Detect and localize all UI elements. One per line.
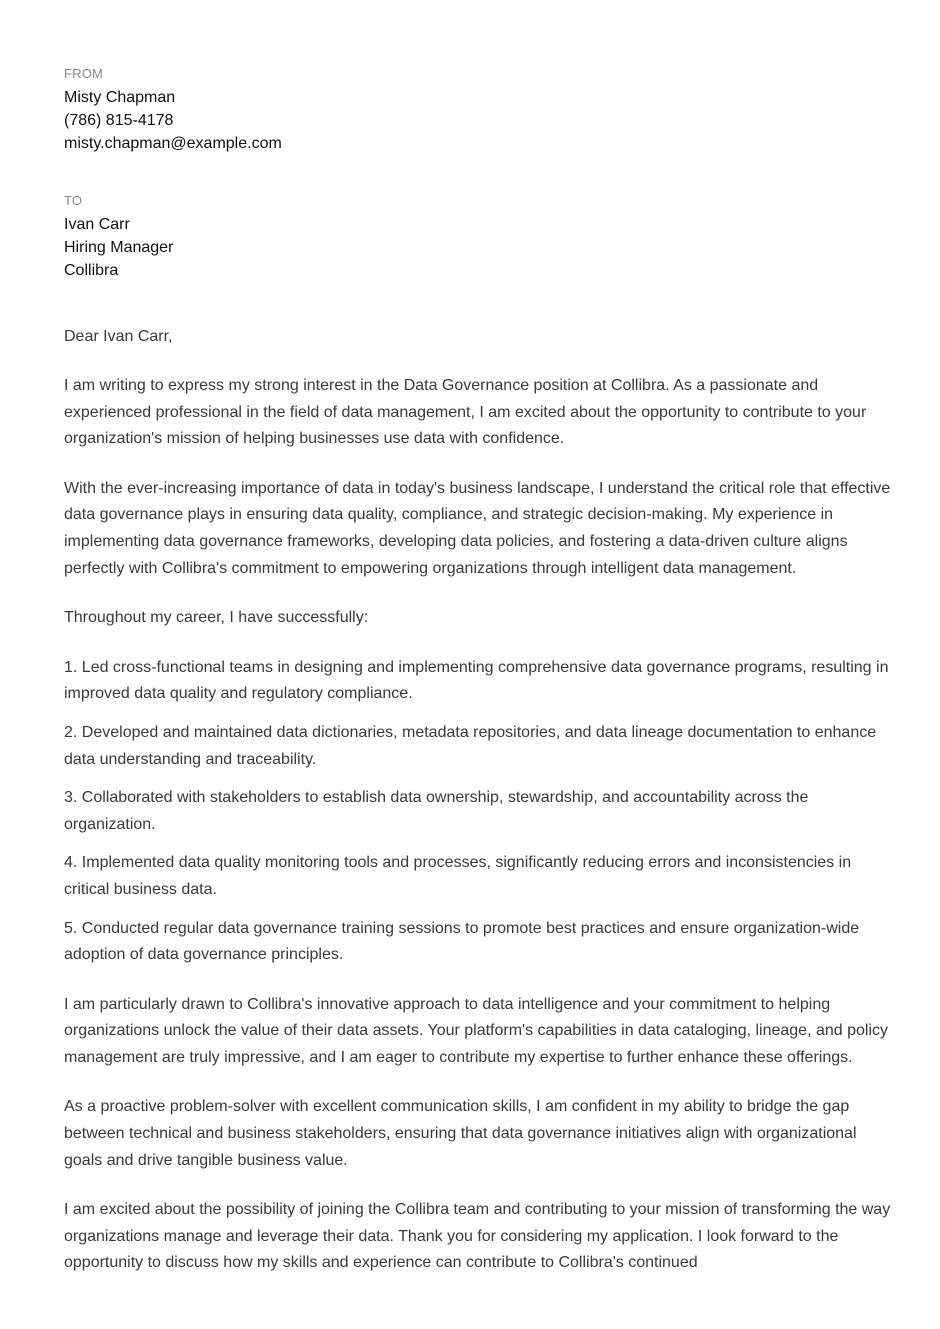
letter-paragraph: I am excited about the possibility of joining the Collibra team and contributing to your mission of transforming the way organizations manage and leverage their data. Thank you for considering my application. I look forward to the opportunity to discuss how my skills and experience can contribute to Collibra's continued (64, 1201, 891, 1272)
achievement-item: 4. Implemented data quality monitoring tools and processes, significantly reducing errors and inconsistencies in critical business data. (64, 854, 852, 898)
recipient-title: Hiring Manager (64, 239, 174, 256)
letter-paragraph: Throughout my career, I have successfully: (64, 609, 369, 627)
sender-email: misty.chapman@example.com (64, 135, 282, 152)
achievement-item: 2. Developed and maintained data dictionaries, metadata repositories, and data lineage documentation to enhance data understanding and traceability. (64, 723, 877, 768)
sender-label: FROM (64, 66, 104, 81)
achievement-item: 5. Conducted regular data governance training sessions to promote best practices and ensure organization-wide adoption of data governance principles. (64, 919, 860, 964)
letter-greeting: Dear Ivan Carr, (64, 328, 173, 345)
sender-block (64, 66, 894, 155)
letter-paragraph: I am particularly drawn to Collibra's innovative approach to data intelligence and your commitment to helping organizations unlock the value of their data assets. Your platform's capabilities in data cataloging, lineage, and policy management are truly impressive, and I am eager to contribute my expertise to further enhance these offerings. (64, 995, 889, 1066)
letter-paragraph: With the ever-increasing importance of data in today's business landscape, I understand the critical role that effective data governance plays in ensuring data quality, compliance, and strategic decision-making. My experience in implementing data governance frameworks, developing data policies, and fostering a data-driven culture aligns perfectly with Collibra's commitment to empowering organizations through intelligent data management. (64, 479, 891, 577)
recipient-label: TO (64, 193, 83, 208)
letter-paragraph: I am writing to express my strong interest in the Data Governance position at Collibra. As a passionate and experienced professional in the field of data management, I am excited about the opportunity to contribute to your organization's mission of helping businesses use data with confidence. (64, 377, 867, 448)
recipient-block (64, 193, 894, 282)
achievement-item: 1. Led cross-functional teams in designing and implementing comprehensive data governance programs, resulting in improved data quality and regulatory compliance. (64, 658, 889, 703)
letter-paragraph: As a proactive problem-solver with excellent communication skills, I am confident in my ability to bridge the gap between technical and business stakeholders, ensuring that data governance initiatives align with organizational goals and drive tangible business value. (64, 1098, 857, 1169)
sender-name: Misty Chapman (64, 89, 176, 106)
sender-phone: (786) 815-4178 (64, 112, 174, 129)
recipient-company: Collibra (64, 262, 119, 279)
achievement-item: 3. Collaborated with stakeholders to establish data ownership, stewardship, and accountability across the organization. (64, 789, 809, 833)
achievements-list (64, 655, 894, 969)
recipient-name: Ivan Carr (64, 216, 130, 233)
